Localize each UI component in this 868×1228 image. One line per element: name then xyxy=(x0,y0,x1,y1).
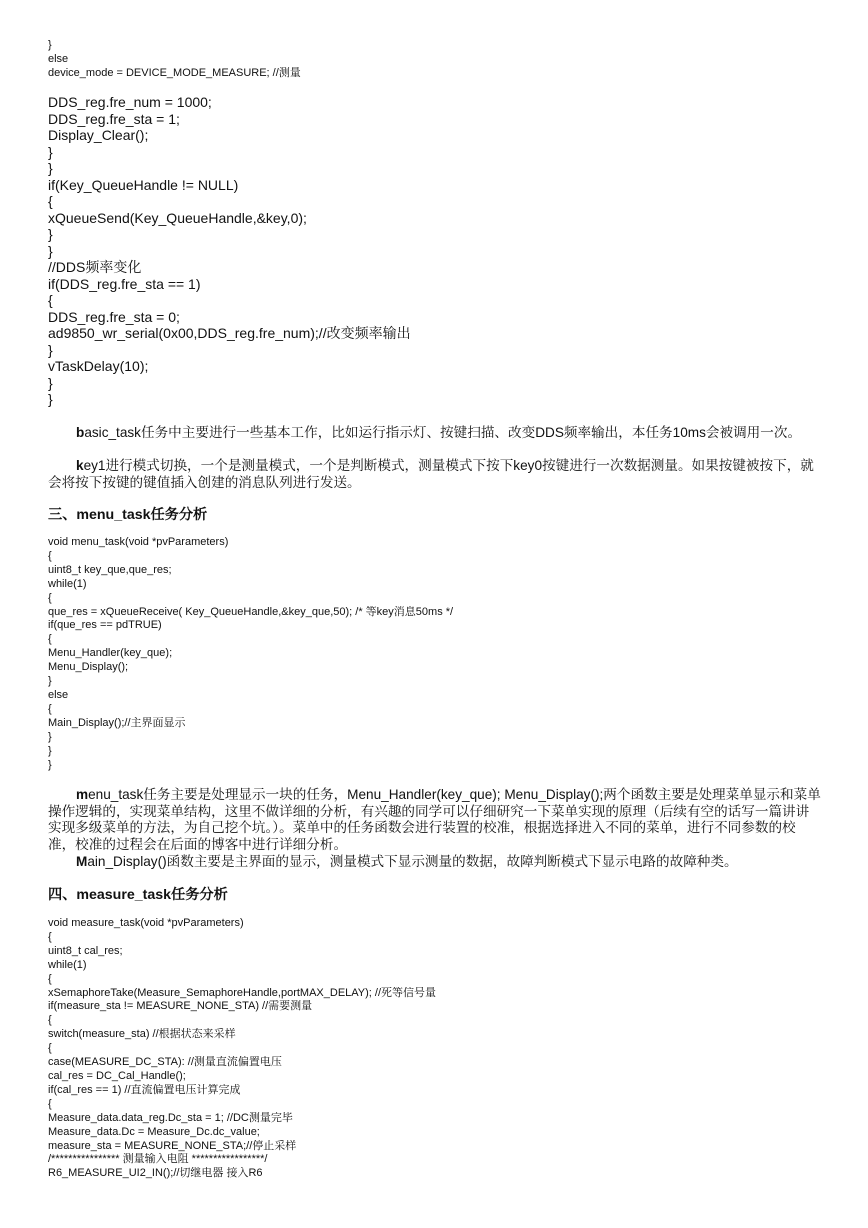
code-line: //DDS频率变化 xyxy=(48,259,142,275)
code-line: else xyxy=(48,688,69,701)
code-line: /**************** 测量输入电阻 *****************/ xyxy=(48,1153,268,1166)
code-line: Measure_data.Dc = Measure_Dc.dc_value; xyxy=(48,1125,260,1138)
paragraph-lead-letter: b xyxy=(76,425,85,440)
code-line: cal_res = DC_Cal_Handle(); xyxy=(48,1069,186,1082)
code-line: } xyxy=(48,341,53,358)
code-line: xSemaphoreTake(Measure_SemaphoreHandle,portMAX_DELAY); //死等信号量 xyxy=(48,986,437,999)
code-line: R6_MEASURE_UI2_IN();//切继电器 接入R6 xyxy=(48,1167,263,1180)
paragraph-text: asic_task任务中主要进行一些基本工作，比如运行指示灯、按键扫描、改变DDS频率输出，本任务10ms会被调用一次。 xyxy=(84,425,802,440)
code-line: { xyxy=(48,193,53,209)
code-line: { xyxy=(48,292,53,308)
paragraph-lead-letter: m xyxy=(76,787,89,802)
code-block-top-large xyxy=(48,94,828,408)
paragraph-menu-task xyxy=(48,787,822,853)
code-block-measure-task xyxy=(48,917,828,1181)
paragraph-text: enu_task任务主要是处理显示一块的任务，Menu_Handler(key_que); Menu_Display();两个函数主要是处理菜单显示和菜单操作逻辑的，实现菜单结构，这里不做详细的分析，有兴趣的同学可以仔细研究一下菜单实现的原理（后续有空的话写一篇讲讲实现多级菜单的方法，为自己挖个坑。）。菜单中的任务函数会进行装置的校准，根据选择进入不同的菜单，进行不同参数的校准，校准的过程会在后面的博客中进行详细分析。 xyxy=(48,787,821,852)
code-line: } xyxy=(48,391,53,407)
section-heading-measure-task: 四、measure_task任务分析 xyxy=(48,887,228,903)
code-line: case(MEASURE_DC_STA): //测量直流偏置电压 xyxy=(48,1056,282,1069)
code-line: void measure_task(void *pvParameters) xyxy=(48,917,244,929)
code-line: void menu_task(void *pvParameters) xyxy=(48,536,229,548)
code-line: vTaskDelay(10); xyxy=(48,358,149,374)
code-line: } xyxy=(48,226,53,242)
code-line: } xyxy=(48,744,52,757)
code-line: { xyxy=(48,972,52,985)
code-line: } xyxy=(48,374,53,391)
code-line: device_mode = DEVICE_MODE_MEASURE; //测量 xyxy=(48,66,301,79)
code-block-top-small xyxy=(48,39,828,81)
code-line: DDS_reg.fre_num = 1000; xyxy=(48,94,212,110)
paragraph-key1 xyxy=(48,458,822,491)
code-line: xQueueSend(Key_QueueHandle,&key,0); xyxy=(48,209,307,226)
code-line: Menu_Handler(key_que); xyxy=(48,647,173,660)
code-line: measure_sta = MEASURE_NONE_STA;//停止采样 xyxy=(48,1139,297,1152)
paragraph-lead-letter: k xyxy=(76,458,84,473)
code-line: if(Key_QueueHandle != NULL) xyxy=(48,176,239,193)
paragraph-basic-task xyxy=(48,425,822,442)
code-line: if(que_res == pdTRUE) xyxy=(48,619,162,632)
code-line: { xyxy=(48,1097,52,1110)
paragraph-text: ain_Display()函数主要是主界面的显示，测量模式下显示测量的数据，故障判断模式下显示电路的故障种类。 xyxy=(87,854,738,869)
code-line: Main_Display();//主界面显示 xyxy=(48,716,186,729)
section-heading-menu-task: 三、menu_task任务分析 xyxy=(48,507,208,523)
code-line: { xyxy=(48,591,52,604)
code-line: } xyxy=(48,730,52,743)
code-line: } xyxy=(48,160,53,176)
code-line: if(DDS_reg.fre_sta == 1) xyxy=(48,275,201,292)
code-line: ad9850_wr_serial(0x00,DDS_reg.fre_num);//改变频率输出 xyxy=(48,325,411,341)
code-block-menu-task xyxy=(48,536,828,772)
code-line: else xyxy=(48,52,69,65)
code-line: { xyxy=(48,1042,52,1055)
code-line: while(1) xyxy=(48,958,87,971)
code-line: } xyxy=(48,143,53,160)
code-line: DDS_reg.fre_sta = 1; xyxy=(48,110,180,127)
paragraph-main-display xyxy=(48,854,822,871)
code-line: DDS_reg.fre_sta = 0; xyxy=(48,308,180,325)
code-line: Measure_data.data_reg.Dc_sta = 1; //DC测量完毕 xyxy=(48,1111,293,1124)
code-line: while(1) xyxy=(48,577,87,590)
code-line: } xyxy=(48,675,52,688)
code-line: { xyxy=(48,633,52,646)
code-line: { xyxy=(48,702,52,715)
code-line: switch(measure_sta) //根据状态来采样 xyxy=(48,1028,236,1041)
code-line: Display_Clear(); xyxy=(48,127,149,143)
code-line: Menu_Display(); xyxy=(48,661,129,674)
code-line: { xyxy=(48,930,52,943)
code-line: { xyxy=(48,1014,52,1027)
code-line: que_res = xQueueReceive( Key_QueueHandle,&key_que,50); /* 等key消息50ms */ xyxy=(48,605,454,618)
code-line: if(cal_res == 1) //直流偏置电压计算完成 xyxy=(48,1083,241,1096)
code-line: } xyxy=(48,242,53,259)
paragraph-text: ey1进行模式切换，一个是测量模式，一个是判断模式，测量模式下按下key0按键进行一次数据测量。如果按键被按下，就会将按下按键的键值插入创建的消息队列进行发送。 xyxy=(48,458,814,490)
code-line: } xyxy=(48,758,52,771)
paragraph-lead-letter: M xyxy=(76,854,88,869)
code-line: uint8_t key_que,que_res; xyxy=(48,563,172,576)
code-line: { xyxy=(48,549,52,562)
code-line: if(measure_sta != MEASURE_NONE_STA) //需要测量 xyxy=(48,1000,313,1013)
code-line: uint8_t cal_res; xyxy=(48,944,123,957)
code-line: } xyxy=(48,39,52,51)
